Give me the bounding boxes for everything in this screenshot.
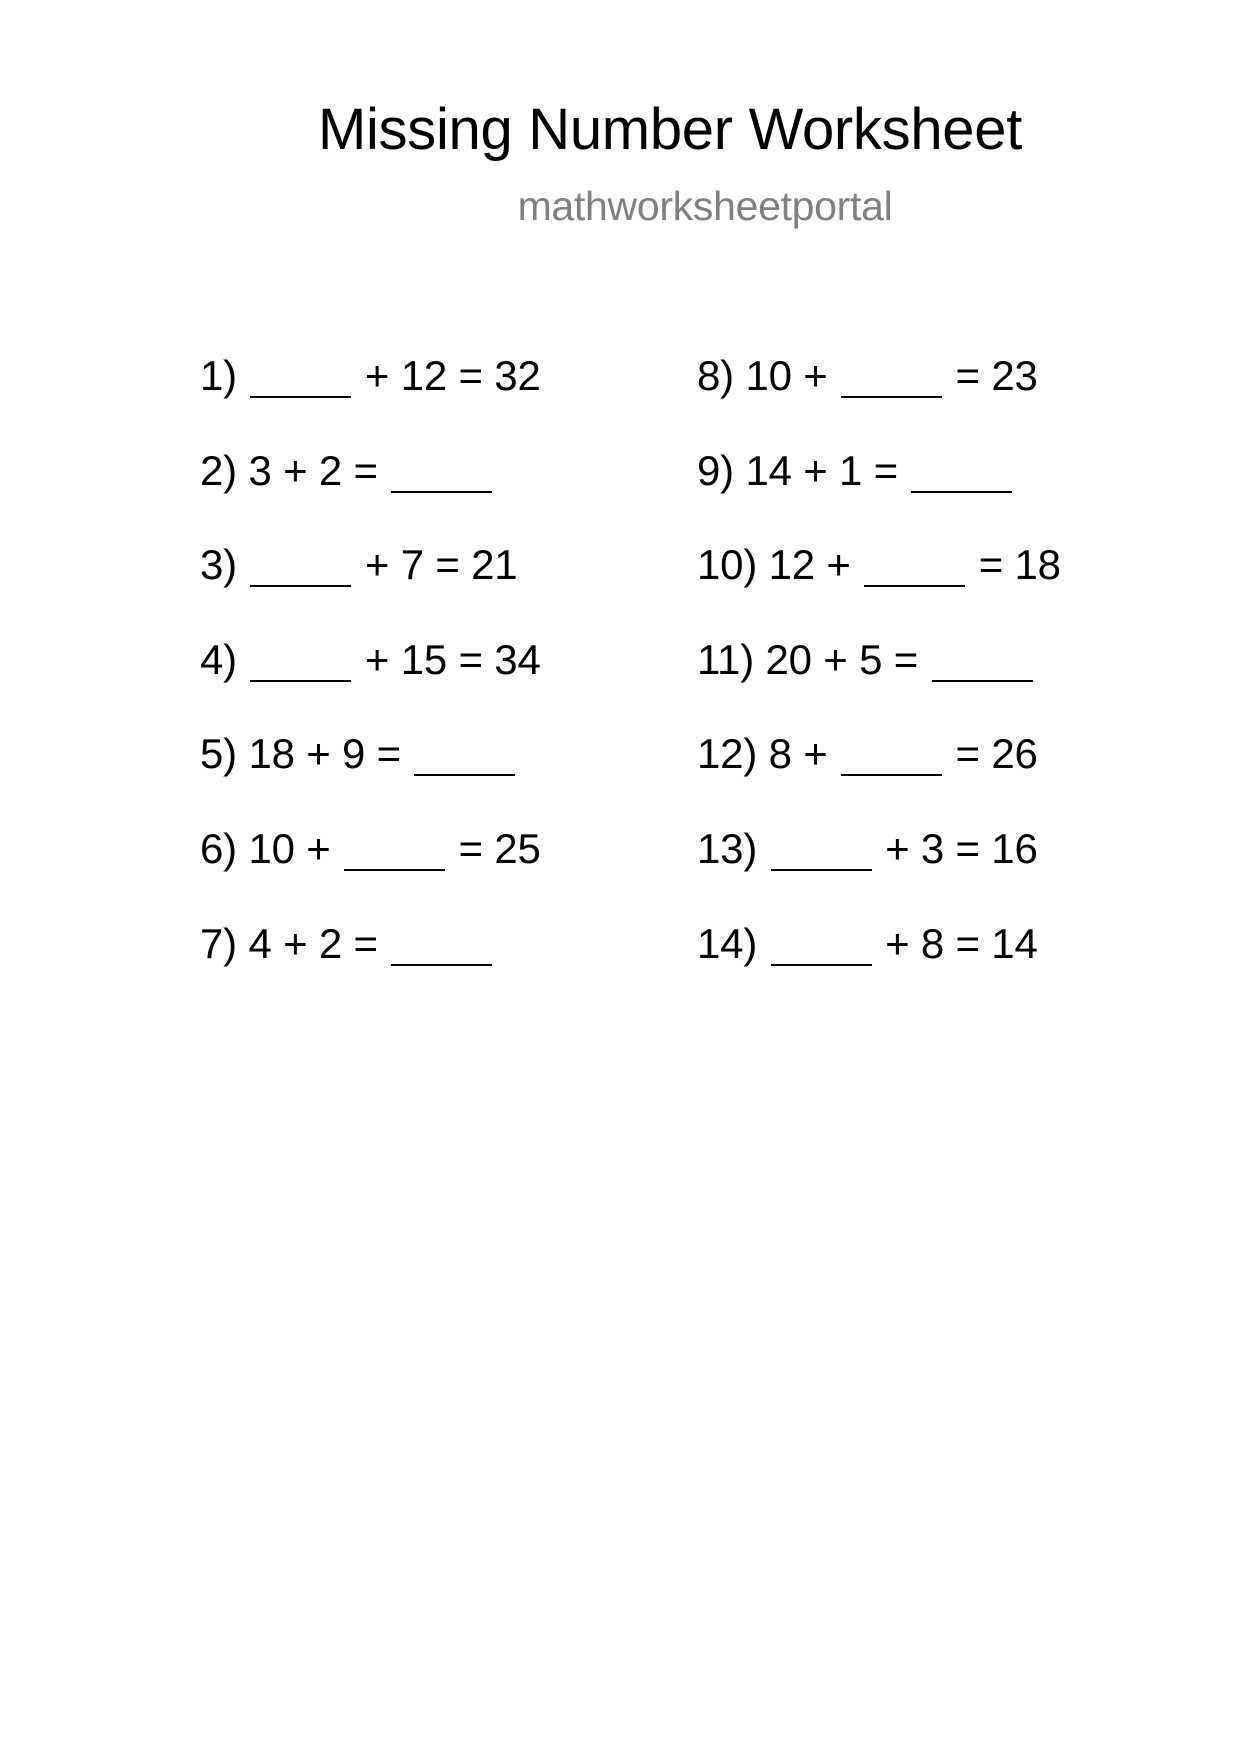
answer-blank[interactable] — [414, 772, 515, 776]
problems-column-right — [697, 346, 1061, 1008]
problem-number: 8) — [697, 352, 734, 399]
problem-item — [200, 630, 541, 725]
answer-blank[interactable] — [250, 394, 351, 398]
equation-text: = 26 — [955, 730, 1038, 778]
problem-item — [697, 724, 1061, 819]
answer-blank[interactable] — [250, 678, 351, 682]
problem-item — [697, 914, 1061, 1009]
equation-text: 10 + — [248, 824, 331, 872]
problem-number: 14) — [697, 919, 758, 967]
answer-blank[interactable] — [771, 962, 872, 966]
problem-number: 13) — [697, 824, 758, 872]
answer-blank[interactable] — [841, 394, 942, 398]
answer-blank[interactable] — [391, 489, 492, 493]
answer-blank[interactable] — [344, 867, 445, 871]
equation-text: 3 + 2 = — [248, 446, 378, 494]
problem-item — [697, 819, 1061, 914]
answer-blank[interactable] — [391, 962, 492, 966]
problem-number: 11) — [697, 635, 754, 683]
problem-number: 3) — [200, 541, 237, 589]
problem-item — [697, 441, 1061, 536]
answer-blank[interactable] — [771, 867, 872, 871]
problem-number: 7) — [200, 919, 237, 967]
equation-text: 8 + — [768, 730, 828, 778]
problem-item — [200, 819, 541, 914]
problem-number: 1) — [200, 352, 237, 399]
equation-text: + 3 = 16 — [885, 824, 1038, 872]
equation-text: + 7 = 21 — [364, 541, 518, 589]
problem-item — [697, 535, 1061, 630]
problem-item — [697, 630, 1061, 725]
answer-blank[interactable] — [911, 489, 1012, 493]
equation-text: 10 + — [745, 352, 828, 399]
equation-text: 18 + 9 = — [248, 730, 401, 778]
equation-text: = 18 — [978, 541, 1061, 589]
worksheet-subtitle: mathworksheetportal — [517, 183, 893, 229]
problem-item — [200, 724, 541, 819]
worksheet-title: Missing Number Worksheet — [317, 97, 1023, 162]
equation-text: + 8 = 14 — [885, 919, 1038, 967]
problem-item — [200, 441, 541, 536]
equation-text: 4 + 2 = — [248, 919, 378, 967]
equation-text: 14 + 1 = — [745, 446, 898, 494]
problem-number: 4) — [200, 635, 237, 683]
equation-text: 12 + — [768, 541, 851, 589]
equation-text: + 15 = 34 — [364, 635, 541, 683]
equation-text: = 23 — [955, 352, 1038, 399]
problem-number: 10) — [697, 541, 758, 589]
answer-blank[interactable] — [250, 583, 351, 587]
equation-text: = 25 — [458, 824, 541, 872]
problems-column-left — [200, 346, 541, 1008]
answer-blank[interactable] — [841, 772, 942, 776]
problem-item — [200, 346, 541, 441]
problem-number: 5) — [200, 730, 237, 778]
problem-number: 2) — [200, 446, 237, 494]
answer-blank[interactable] — [932, 678, 1033, 682]
problem-number: 12) — [697, 730, 758, 778]
problem-item — [200, 914, 541, 1009]
problem-item — [697, 346, 1061, 441]
problem-number: 6) — [200, 824, 237, 872]
equation-text: + 12 = 32 — [364, 352, 541, 399]
equation-text: 20 + 5 = — [765, 635, 919, 683]
problem-item — [200, 535, 541, 630]
problem-number: 9) — [697, 446, 734, 494]
answer-blank[interactable] — [864, 583, 965, 587]
